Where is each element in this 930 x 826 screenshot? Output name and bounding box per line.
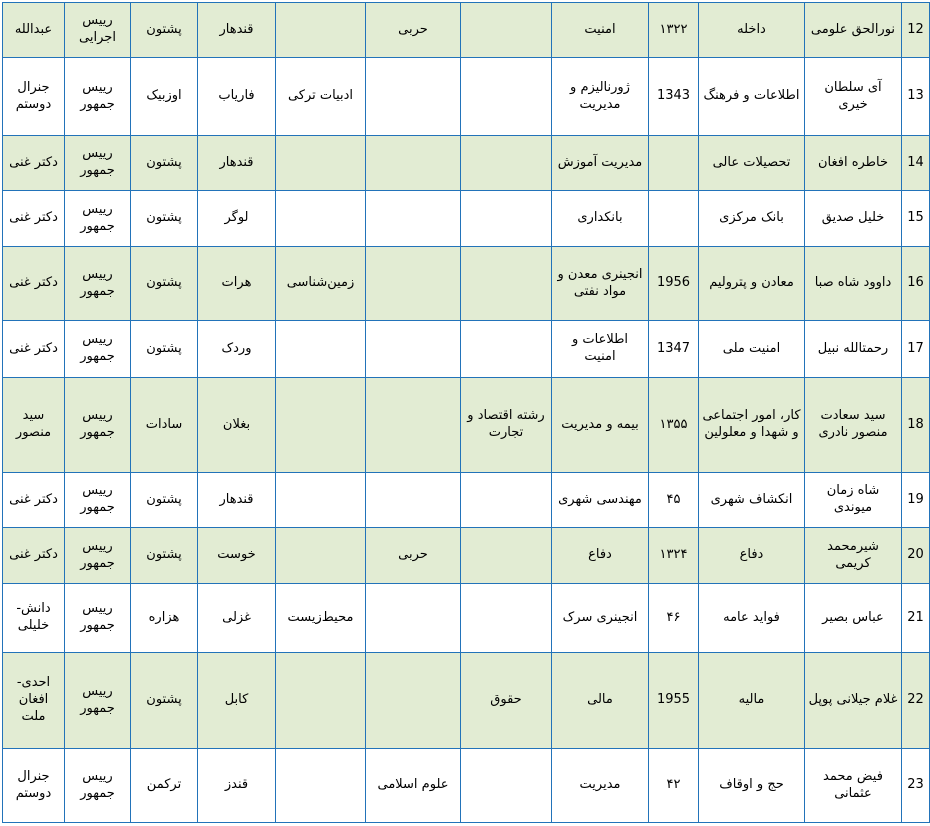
cell-nominator: دانش-خلیلی <box>3 584 65 653</box>
table-row <box>3 749 930 823</box>
cell-province: لوگر <box>198 191 276 247</box>
cell-edu-a: دفاع <box>552 528 649 584</box>
cell-edu-a: مهندسی شهری <box>552 473 649 528</box>
row-number-cell: 13 <box>902 58 930 136</box>
cell-edu-b <box>461 136 552 191</box>
cell-edu-a: بانکداری <box>552 191 649 247</box>
cell-ministry: معادن و پترولیم <box>699 247 805 321</box>
cell-province: فاریاب <box>198 58 276 136</box>
cell-edu-b <box>461 3 552 58</box>
cell-year <box>649 191 699 247</box>
cell-edu-d <box>276 473 366 528</box>
cell-edu-b: رشته اقتصاد و تجارت <box>461 378 552 473</box>
cell-edu-d <box>276 378 366 473</box>
cell-ethnicity: سادات <box>131 378 198 473</box>
cell-edu-c <box>366 584 461 653</box>
cell-name: نورالحق علومی <box>805 3 902 58</box>
cell-edu-c: حربی <box>366 3 461 58</box>
table-row <box>3 3 930 58</box>
cell-title: رییس جمهور <box>65 653 131 749</box>
cell-ethnicity: پشتون <box>131 191 198 247</box>
cell-nominator: دکتر غنی <box>3 473 65 528</box>
cell-ministry: کار، امور اجتماعی و شهدا و معلولین <box>699 378 805 473</box>
cell-title: رییس جمهور <box>65 136 131 191</box>
cell-name: شیرمحمد کریمی <box>805 528 902 584</box>
cell-name: شاه زمان میوندی <box>805 473 902 528</box>
cell-name: عباس بصیر <box>805 584 902 653</box>
cell-edu-b <box>461 321 552 378</box>
cell-edu-a: مدیریت آموزش <box>552 136 649 191</box>
cell-edu-a: انجینری سرک <box>552 584 649 653</box>
cell-ethnicity: پشتون <box>131 473 198 528</box>
cell-year <box>649 136 699 191</box>
table-row <box>3 473 930 528</box>
cell-title: رییس اجرایی <box>65 3 131 58</box>
cell-ethnicity: هزاره <box>131 584 198 653</box>
cell-edu-b <box>461 247 552 321</box>
cell-edu-a: اطلاعات و امنیت <box>552 321 649 378</box>
cell-edu-c <box>366 321 461 378</box>
cell-name: غلام جیلانی پوپل <box>805 653 902 749</box>
ministers-table <box>2 2 930 823</box>
cell-nominator: دکتر غنی <box>3 321 65 378</box>
cell-nominator: احدی-افغان ملت <box>3 653 65 749</box>
cell-name: فیض محمد عثمانی <box>805 749 902 823</box>
cell-province: قندز <box>198 749 276 823</box>
cell-edu-c <box>366 378 461 473</box>
table-row <box>3 528 930 584</box>
cell-ministry: دفاع <box>699 528 805 584</box>
cell-edu-c <box>366 136 461 191</box>
row-number-cell: 16 <box>902 247 930 321</box>
cell-province: وردک <box>198 321 276 378</box>
table-row <box>3 378 930 473</box>
cell-title: رییس جمهور <box>65 378 131 473</box>
cell-edu-d: ادبیات ترکی <box>276 58 366 136</box>
cell-edu-a: انجینری معدن و مواد نفتی <box>552 247 649 321</box>
cell-ethnicity: پشتون <box>131 247 198 321</box>
row-number-cell: 21 <box>902 584 930 653</box>
cell-year: 1956 <box>649 247 699 321</box>
cell-ethnicity: پشتون <box>131 3 198 58</box>
table-row <box>3 321 930 378</box>
row-number-cell: 15 <box>902 191 930 247</box>
cell-edu-d <box>276 528 366 584</box>
cell-edu-b <box>461 191 552 247</box>
cell-ministry: حج و اوقاف <box>699 749 805 823</box>
cell-ethnicity: پشتون <box>131 528 198 584</box>
cell-ethnicity: پشتون <box>131 321 198 378</box>
cell-year: ۴۵ <box>649 473 699 528</box>
cell-edu-d <box>276 653 366 749</box>
cell-edu-b <box>461 58 552 136</box>
cell-province: خوست <box>198 528 276 584</box>
cell-year: 1343 <box>649 58 699 136</box>
cell-edu-d <box>276 749 366 823</box>
cell-name: آی سلطان خیری <box>805 58 902 136</box>
cell-edu-c: حربی <box>366 528 461 584</box>
cell-year: 1955 <box>649 653 699 749</box>
cell-title: رییس جمهور <box>65 749 131 823</box>
cell-edu-b: حقوق <box>461 653 552 749</box>
cell-nominator: جنرال دوستم <box>3 749 65 823</box>
cell-province: هرات <box>198 247 276 321</box>
cell-edu-d <box>276 136 366 191</box>
cell-edu-d <box>276 191 366 247</box>
row-number-cell: 22 <box>902 653 930 749</box>
cell-ethnicity: ترکمن <box>131 749 198 823</box>
cell-edu-c: علوم اسلامی <box>366 749 461 823</box>
cell-nominator: جنرال دوستم <box>3 58 65 136</box>
cell-ministry: فواید عامه <box>699 584 805 653</box>
cell-name: سید سعادت منصور نادری <box>805 378 902 473</box>
table-row <box>3 191 930 247</box>
cell-edu-b <box>461 528 552 584</box>
cell-title: رییس جمهور <box>65 473 131 528</box>
cell-year: ۱۳۵۵ <box>649 378 699 473</box>
cell-name: داوود شاه صبا <box>805 247 902 321</box>
cell-year: ۴۶ <box>649 584 699 653</box>
cell-ministry: داخله <box>699 3 805 58</box>
table-row <box>3 653 930 749</box>
cell-nominator: دکتر غنی <box>3 191 65 247</box>
cell-ministry: انکشاف شهری <box>699 473 805 528</box>
cell-title: رییس جمهور <box>65 528 131 584</box>
row-number-cell: 19 <box>902 473 930 528</box>
cell-ministry: امنیت ملی <box>699 321 805 378</box>
cell-province: بغلان <box>198 378 276 473</box>
cell-edu-d: زمین‌شناسی <box>276 247 366 321</box>
cell-province: قندهار <box>198 473 276 528</box>
table-row <box>3 247 930 321</box>
cell-edu-d: محیط‌زیست <box>276 584 366 653</box>
row-number-cell: 23 <box>902 749 930 823</box>
cell-province: قندهار <box>198 3 276 58</box>
cell-nominator: دکتر غنی <box>3 247 65 321</box>
cell-year: 1347 <box>649 321 699 378</box>
cell-province: غزلی <box>198 584 276 653</box>
cell-nominator: دکتر غنی <box>3 528 65 584</box>
cell-year: ۱۳۲۲ <box>649 3 699 58</box>
cell-title: رییس جمهور <box>65 584 131 653</box>
cell-edu-a: امنیت <box>552 3 649 58</box>
cell-title: رییس جمهور <box>65 58 131 136</box>
cell-name: خلیل صدیق <box>805 191 902 247</box>
cell-edu-b <box>461 584 552 653</box>
cell-edu-d <box>276 321 366 378</box>
cell-edu-a: ژورنالیزم و مدیریت <box>552 58 649 136</box>
cell-nominator: سید منصور <box>3 378 65 473</box>
table-row <box>3 58 930 136</box>
cell-title: رییس جمهور <box>65 321 131 378</box>
row-number-cell: 18 <box>902 378 930 473</box>
cell-ministry: مالیه <box>699 653 805 749</box>
cell-province: کابل <box>198 653 276 749</box>
cell-name: رحمتالله نبیل <box>805 321 902 378</box>
cell-ethnicity: اوزبیک <box>131 58 198 136</box>
cell-edu-d <box>276 3 366 58</box>
cell-year: ۱۳۲۴ <box>649 528 699 584</box>
cell-edu-c <box>366 653 461 749</box>
cell-edu-b <box>461 473 552 528</box>
row-number-cell: 20 <box>902 528 930 584</box>
table-row <box>3 584 930 653</box>
cell-ethnicity: پشتون <box>131 136 198 191</box>
cell-edu-a: مالی <box>552 653 649 749</box>
cell-edu-b <box>461 749 552 823</box>
cell-year: ۴۲ <box>649 749 699 823</box>
cell-edu-a: مدیریت <box>552 749 649 823</box>
cell-ministry: تحصیلات عالی <box>699 136 805 191</box>
cell-edu-a: بیمه و مدیریت <box>552 378 649 473</box>
cell-name: خاطره افغان <box>805 136 902 191</box>
cell-ministry: اطلاعات و فرهنگ <box>699 58 805 136</box>
cell-nominator: دکتر غنی <box>3 136 65 191</box>
cell-nominator: عبدالله <box>3 3 65 58</box>
cell-title: رییس جمهور <box>65 247 131 321</box>
cell-edu-c <box>366 191 461 247</box>
cell-edu-c <box>366 247 461 321</box>
row-number-cell: 17 <box>902 321 930 378</box>
table-body <box>3 3 930 823</box>
cell-edu-c <box>366 473 461 528</box>
table-row <box>3 136 930 191</box>
cell-province: قندهار <box>198 136 276 191</box>
row-number-cell: 14 <box>902 136 930 191</box>
cell-ministry: بانک مرکزی <box>699 191 805 247</box>
row-number-cell: 12 <box>902 3 930 58</box>
cell-title: رییس جمهور <box>65 191 131 247</box>
cell-ethnicity: پشتون <box>131 653 198 749</box>
cell-edu-c <box>366 58 461 136</box>
